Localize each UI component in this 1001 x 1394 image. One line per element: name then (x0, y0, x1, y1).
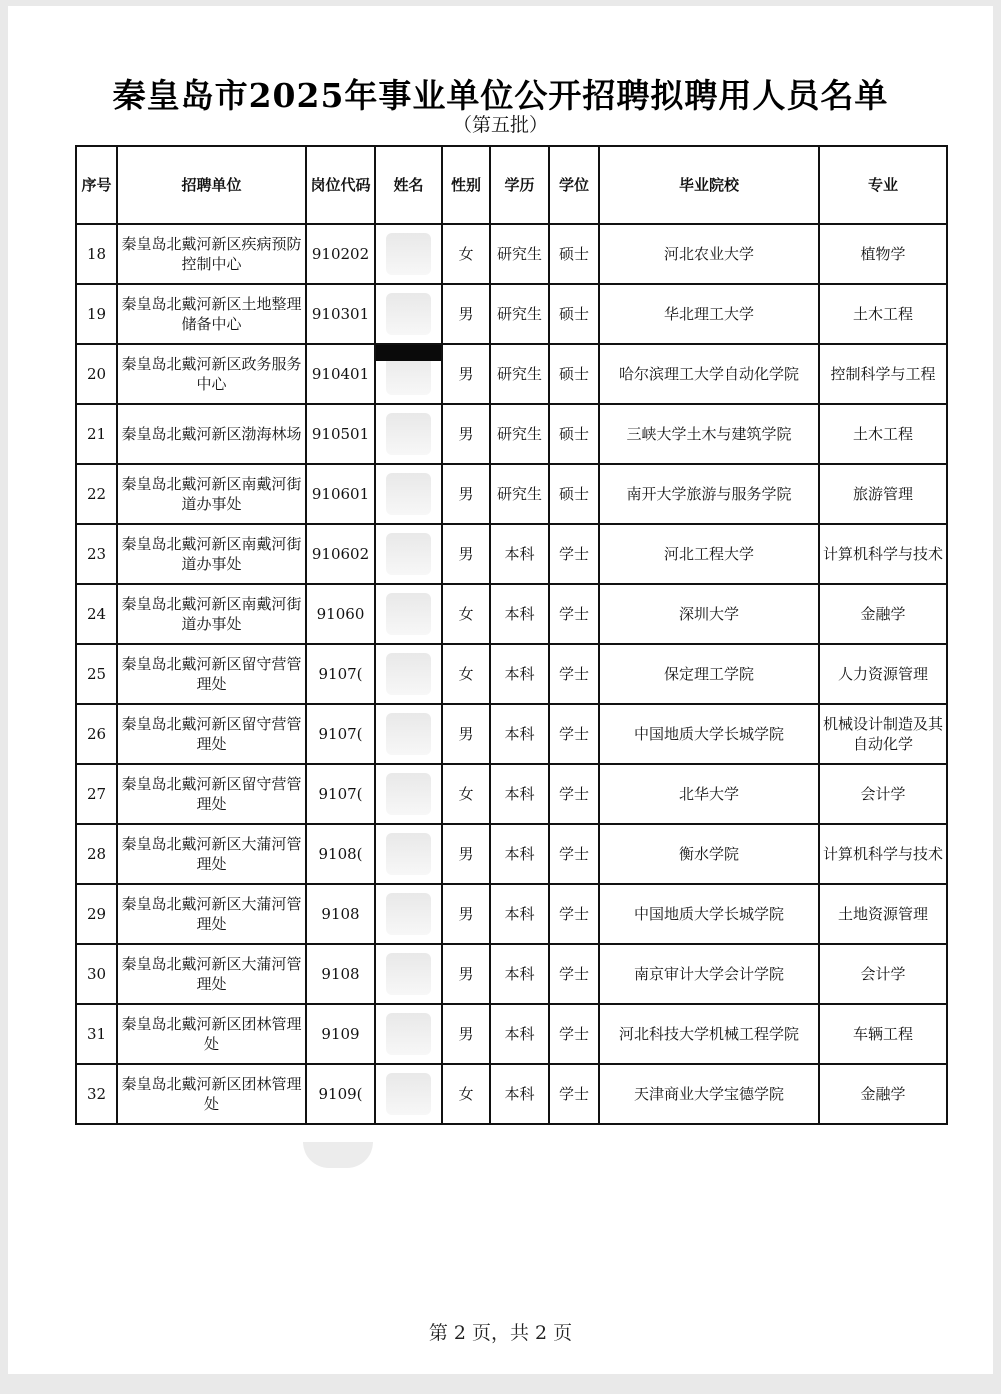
roster-table (75, 145, 948, 1125)
header-unit: 招聘单位 (117, 146, 306, 224)
cell-gender: 女 (442, 1064, 490, 1124)
cell-major: 会计学 (819, 764, 947, 824)
cell-code: 9108 (306, 884, 375, 944)
cell-seq: 22 (76, 464, 117, 524)
cell-code: 9109 (306, 1004, 375, 1064)
cell-name-redacted (375, 1064, 442, 1124)
page-title: 秦皇岛市2025年事业单位公开招聘拟聘用人员名单 (112, 76, 889, 115)
redaction-blur (386, 713, 431, 755)
redaction-blur (386, 233, 431, 275)
cell-school: 中国地质大学长城学院 (599, 884, 819, 944)
cell-code: 9109( (306, 1064, 375, 1124)
cell-name-redacted (375, 344, 442, 404)
table-row (76, 224, 947, 284)
table-row (76, 884, 947, 944)
cell-school: 河北科技大学机械工程学院 (599, 1004, 819, 1064)
cell-school: 南开大学旅游与服务学院 (599, 464, 819, 524)
cell-major: 车辆工程 (819, 1004, 947, 1064)
cell-name-redacted (375, 464, 442, 524)
cell-education: 本科 (490, 764, 549, 824)
cell-degree: 学士 (549, 884, 599, 944)
cell-gender: 男 (442, 404, 490, 464)
cell-name-redacted (375, 764, 442, 824)
cell-unit: 秦皇岛北戴河新区留守营管理处 (117, 644, 306, 704)
table-row (76, 584, 947, 644)
cell-unit: 秦皇岛北戴河新区大蒲河管理处 (117, 944, 306, 1004)
cell-seq: 23 (76, 524, 117, 584)
cell-degree: 硕士 (549, 404, 599, 464)
redaction-blur (386, 773, 431, 815)
cell-gender: 女 (442, 584, 490, 644)
cell-gender: 男 (442, 1004, 490, 1064)
cell-school: 河北农业大学 (599, 224, 819, 284)
table-row (76, 824, 947, 884)
cell-school: 深圳大学 (599, 584, 819, 644)
redaction-blur (386, 533, 431, 575)
cell-name-redacted (375, 524, 442, 584)
header-name: 姓名 (375, 146, 442, 224)
cell-school: 保定理工学院 (599, 644, 819, 704)
redaction-blur (386, 953, 431, 995)
redaction-blur (386, 593, 431, 635)
header-seq: 序号 (76, 146, 117, 224)
cell-code: 910202 (306, 224, 375, 284)
cell-major: 土木工程 (819, 404, 947, 464)
cell-education: 研究生 (490, 284, 549, 344)
cell-education: 研究生 (490, 464, 549, 524)
cell-name-redacted (375, 704, 442, 764)
cell-code: 9107( (306, 704, 375, 764)
cell-degree: 学士 (549, 824, 599, 884)
table-body (76, 224, 947, 1124)
cell-code: 9107( (306, 644, 375, 704)
redaction-blur (386, 293, 431, 335)
cell-unit: 秦皇岛北戴河新区大蒲河管理处 (117, 824, 306, 884)
cell-seq: 29 (76, 884, 117, 944)
cell-unit: 秦皇岛北戴河新区大蒲河管理处 (117, 884, 306, 944)
cell-gender: 男 (442, 464, 490, 524)
cell-gender: 男 (442, 944, 490, 1004)
cell-code: 91060 (306, 584, 375, 644)
cell-degree: 学士 (549, 704, 599, 764)
cell-name-redacted (375, 1004, 442, 1064)
cell-education: 研究生 (490, 224, 549, 284)
header-school: 毕业院校 (599, 146, 819, 224)
cell-degree: 学士 (549, 644, 599, 704)
cell-name-redacted (375, 404, 442, 464)
cell-gender: 女 (442, 764, 490, 824)
cell-code: 9107( (306, 764, 375, 824)
cell-major: 会计学 (819, 944, 947, 1004)
cell-degree: 学士 (549, 524, 599, 584)
cell-education: 本科 (490, 944, 549, 1004)
cell-education: 本科 (490, 704, 549, 764)
cell-degree: 学士 (549, 584, 599, 644)
cell-school: 中国地质大学长城学院 (599, 704, 819, 764)
cell-unit: 秦皇岛北戴河新区渤海林场 (117, 404, 306, 464)
page-subtitle: （第五批） (452, 114, 548, 136)
cell-education: 本科 (490, 1064, 549, 1124)
cell-degree: 硕士 (549, 224, 599, 284)
cell-unit: 秦皇岛北戴河新区留守营管理处 (117, 704, 306, 764)
cell-education: 研究生 (490, 344, 549, 404)
header-education: 学历 (490, 146, 549, 224)
page-footer: 第 2 页，共 2 页 (428, 1322, 573, 1344)
redaction-blur (303, 1142, 373, 1168)
cell-major: 土木工程 (819, 284, 947, 344)
cell-gender: 男 (442, 524, 490, 584)
cell-major: 控制科学与工程 (819, 344, 947, 404)
cell-unit: 秦皇岛北戴河新区团林管理处 (117, 1064, 306, 1124)
cell-school: 衡水学院 (599, 824, 819, 884)
header-degree: 学位 (549, 146, 599, 224)
cell-school: 河北工程大学 (599, 524, 819, 584)
cell-school: 哈尔滨理工大学自动化学院 (599, 344, 819, 404)
cell-major: 旅游管理 (819, 464, 947, 524)
cell-unit: 秦皇岛北戴河新区疾病预防控制中心 (117, 224, 306, 284)
table-row (76, 644, 947, 704)
document-page (8, 6, 993, 1374)
cell-name-redacted (375, 584, 442, 644)
cell-major: 计算机科学与技术 (819, 824, 947, 884)
cell-seq: 24 (76, 584, 117, 644)
table-header-row (76, 146, 947, 224)
cell-seq: 27 (76, 764, 117, 824)
cell-gender: 女 (442, 644, 490, 704)
table-row (76, 944, 947, 1004)
cell-unit: 秦皇岛北戴河新区南戴河街道办事处 (117, 464, 306, 524)
table-row (76, 704, 947, 764)
table-row (76, 284, 947, 344)
table-row (76, 524, 947, 584)
cell-school: 三峡大学土木与建筑学院 (599, 404, 819, 464)
cell-unit: 秦皇岛北戴河新区南戴河街道办事处 (117, 584, 306, 644)
cell-school: 天津商业大学宝德学院 (599, 1064, 819, 1124)
cell-name-redacted (375, 224, 442, 284)
table-row (76, 344, 947, 404)
cell-unit: 秦皇岛北戴河新区团林管理处 (117, 1004, 306, 1064)
redaction-bar (376, 345, 441, 361)
redaction-blur (386, 1073, 431, 1115)
cell-unit: 秦皇岛北戴河新区政务服务中心 (117, 344, 306, 404)
header-major: 专业 (819, 146, 947, 224)
redaction-blur (386, 833, 431, 875)
table-row (76, 464, 947, 524)
cell-gender: 男 (442, 824, 490, 884)
cell-unit: 秦皇岛北戴河新区土地整理储备中心 (117, 284, 306, 344)
cell-seq: 32 (76, 1064, 117, 1124)
cell-major: 机械设计制造及其自动化学 (819, 704, 947, 764)
redaction-blur (386, 1013, 431, 1055)
redaction-blur (386, 893, 431, 935)
cell-degree: 硕士 (549, 284, 599, 344)
cell-education: 本科 (490, 1004, 549, 1064)
cell-code: 910501 (306, 404, 375, 464)
cell-code: 9108( (306, 824, 375, 884)
cell-gender: 男 (442, 884, 490, 944)
cell-school: 南京审计大学会计学院 (599, 944, 819, 1004)
cell-major: 金融学 (819, 1064, 947, 1124)
cell-name-redacted (375, 284, 442, 344)
cell-degree: 硕士 (549, 464, 599, 524)
cell-name-redacted (375, 824, 442, 884)
header-code: 岗位代码 (306, 146, 375, 224)
cell-code: 910301 (306, 284, 375, 344)
cell-education: 本科 (490, 524, 549, 584)
header-gender: 性别 (442, 146, 490, 224)
cell-seq: 31 (76, 1004, 117, 1064)
cell-code: 9108 (306, 944, 375, 1004)
cell-gender: 男 (442, 284, 490, 344)
table-row (76, 1064, 947, 1124)
cell-seq: 25 (76, 644, 117, 704)
table-row (76, 764, 947, 824)
cell-education: 本科 (490, 824, 549, 884)
cell-name-redacted (375, 884, 442, 944)
cell-seq: 18 (76, 224, 117, 284)
cell-education: 本科 (490, 644, 549, 704)
cell-seq: 30 (76, 944, 117, 1004)
cell-name-redacted (375, 644, 442, 704)
cell-code: 910601 (306, 464, 375, 524)
cell-name-redacted (375, 944, 442, 1004)
cell-unit: 秦皇岛北戴河新区南戴河街道办事处 (117, 524, 306, 584)
cell-education: 研究生 (490, 404, 549, 464)
cell-major: 植物学 (819, 224, 947, 284)
cell-major: 计算机科学与技术 (819, 524, 947, 584)
cell-degree: 学士 (549, 1004, 599, 1064)
cell-unit: 秦皇岛北戴河新区留守营管理处 (117, 764, 306, 824)
redaction-blur (386, 653, 431, 695)
redaction-blur (386, 413, 431, 455)
cell-education: 本科 (490, 884, 549, 944)
cell-education: 本科 (490, 584, 549, 644)
redaction-blur (386, 473, 431, 515)
cell-school: 华北理工大学 (599, 284, 819, 344)
cell-code: 910602 (306, 524, 375, 584)
cell-gender: 女 (442, 224, 490, 284)
cell-degree: 学士 (549, 764, 599, 824)
cell-school: 北华大学 (599, 764, 819, 824)
cell-gender: 男 (442, 704, 490, 764)
cell-seq: 19 (76, 284, 117, 344)
cell-degree: 学士 (549, 944, 599, 1004)
cell-seq: 26 (76, 704, 117, 764)
cell-major: 人力资源管理 (819, 644, 947, 704)
cell-seq: 20 (76, 344, 117, 404)
table-row (76, 1004, 947, 1064)
cell-degree: 学士 (549, 1064, 599, 1124)
table-row (76, 404, 947, 464)
cell-seq: 21 (76, 404, 117, 464)
cell-seq: 28 (76, 824, 117, 884)
cell-major: 金融学 (819, 584, 947, 644)
cell-gender: 男 (442, 344, 490, 404)
cell-degree: 硕士 (549, 344, 599, 404)
cell-major: 土地资源管理 (819, 884, 947, 944)
cell-code: 910401 (306, 344, 375, 404)
